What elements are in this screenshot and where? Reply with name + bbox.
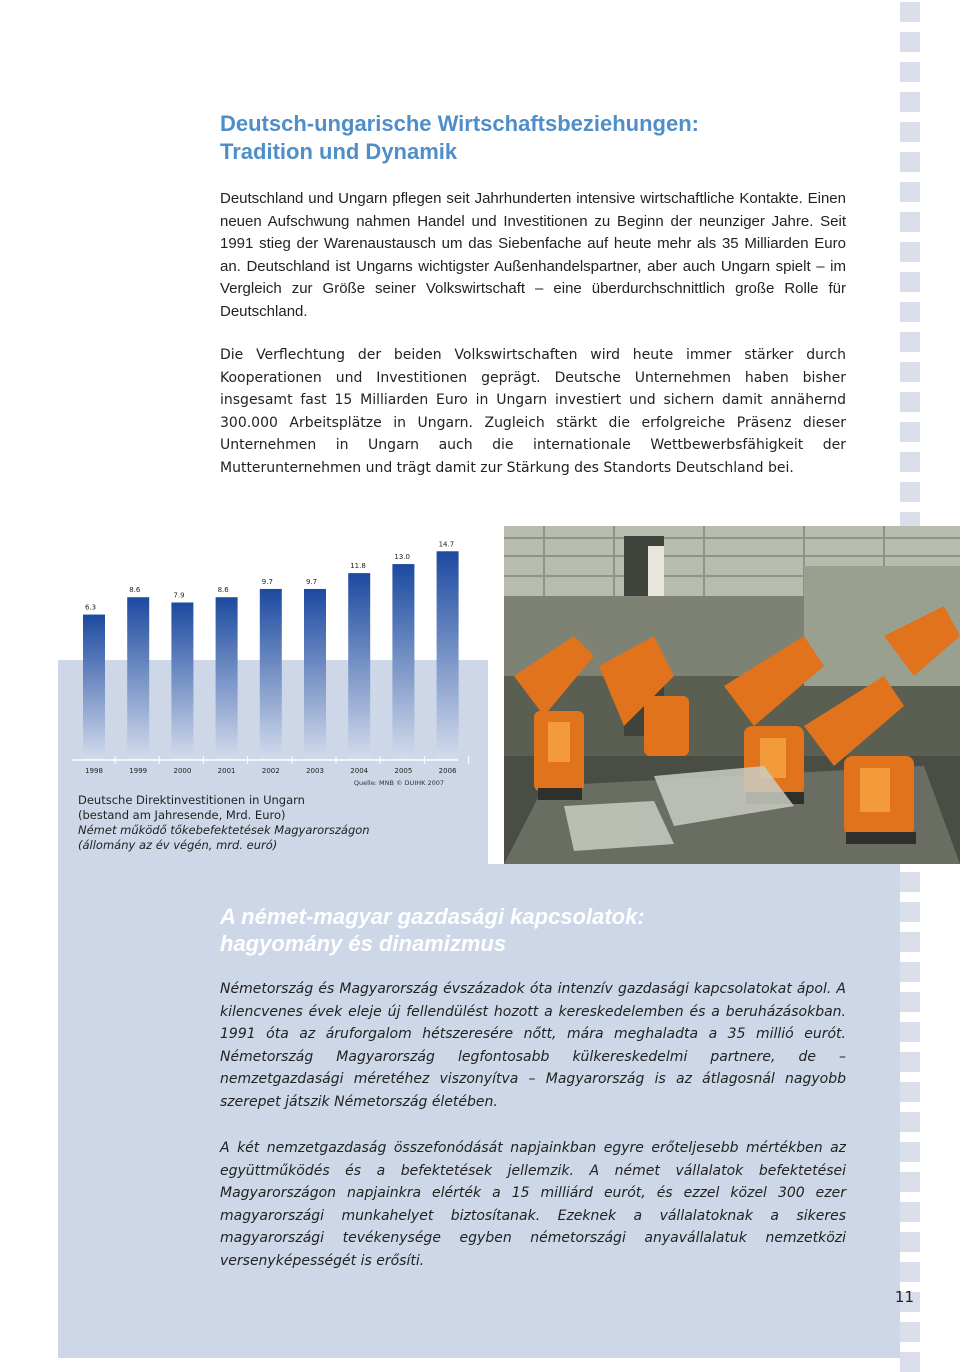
bar-2005 — [392, 564, 414, 760]
bar-value-label: 13.0 — [394, 553, 410, 562]
decorative-square — [900, 1352, 920, 1372]
decorative-square — [900, 302, 920, 322]
hungarian-heading-line1: A német-magyar gazdasági kapcsolatok: — [220, 904, 645, 929]
decorative-square — [900, 422, 920, 442]
industrial-robots-photo — [504, 526, 960, 864]
german-paragraph-1: Deutschland und Ungarn pflegen seit Jahrhunderten intensive wirtschaftliche Kontakte. Einen neuen Aufschwung nahmen Handel und Investitionen zu Beginn der neunziger Jahre. Seit 1991 stieg der Warenaustausch um das Siebenfache auf heute mehr als 35 Milliarden Euro an. Deutschland ist Ungarns wichtigster Außenhandelspartner, aber auch Ungarn spielt – im Vergleich zur Größe seiner Volkswirtschaft – eine überdurchschnittlich große Rolle für Deutschland. — [220, 190, 846, 320]
x-tick-label: 2001 — [217, 767, 236, 775]
bar-value-label: 14.7 — [438, 540, 455, 549]
chart-caption-de-line1: Deutsche Direktinvestitionen in Ungarn — [78, 793, 305, 807]
bar-value-label: 9.7 — [261, 577, 273, 586]
x-tick-label: 2003 — [306, 767, 324, 775]
decorative-square — [900, 872, 920, 892]
x-tick-label: 1999 — [129, 767, 148, 775]
bar-2002 — [260, 589, 282, 760]
x-tick-label: 2002 — [261, 767, 280, 775]
decorative-square — [900, 1052, 920, 1072]
hungarian-paragraph-1: Németország és Magyarország évszázadok óta intenzív gazdasági kapcsolatokat ápol. A kilencvenes évek eleje új fellendülést hozott a kereskedelemben és a beruházásokban. 1991 óta az áruforgalom hétszeresére nőtt, mára meghaladta a 35 millió eurót. Németország Magyarország legfontosabb külkereskedelmi partnere, de – nemzetgazdasági méretéhez viszonyítva – Magyarország is az átlagosnál nagyobb szerepet játszik Németország életében. — [220, 981, 846, 1110]
bar-2000 — [171, 602, 193, 760]
x-tick-label: 2000 — [173, 767, 192, 775]
page-number: 11 — [894, 1288, 914, 1306]
chart-caption-hu-line1: Német működő tőkebefektetések Magyarországon — [78, 823, 370, 837]
bar-value-label: 8.6 — [129, 586, 141, 595]
decorative-square — [900, 1232, 920, 1252]
hungarian-heading-line2: hagyomány és dinamizmus — [220, 931, 507, 956]
decorative-square — [900, 452, 920, 472]
bar-2003 — [304, 589, 326, 760]
decorative-square — [900, 1322, 920, 1342]
chart-source: Quelle: MNB © DUIHK 2007 — [353, 779, 444, 787]
chart-caption-hu-line2: (állomány az év végén, mrd. euró) — [78, 838, 278, 852]
german-heading-line1: Deutsch-ungarische Wirtschaftsbeziehungen: — [220, 111, 699, 136]
chart-caption-de-line2: (bestand am Jahresende, Mrd. Euro) — [78, 808, 286, 822]
investment-chart-panel — [58, 514, 488, 864]
decorative-square — [900, 242, 920, 262]
decorative-square — [900, 1172, 920, 1192]
bar-value-label: 11.8 — [350, 562, 366, 571]
german-paragraph-2: Die Verflechtung der beiden Volkswirtschaften wird heute immer stärker durch Kooperationen und Investitionen geprägt. Deutsche Unternehmen haben bisher insgesamt fast 15 Milliarden Euro in Ungarn investiert und sichern damit annähernd 300.000 Arbeitsplätze in Ungarn. Zugleich stärkt die erfolgreiche Präsenz dieser Unternehmen in Ungarn auch die internationale Wettbewerbsfähigkeit der Mutterunternehmen und trägt damit zur Stärkung des Standorts Deutschland bei. — [220, 347, 846, 476]
x-tick-label: 2005 — [394, 767, 413, 775]
bar-2006 — [437, 551, 459, 760]
decorative-square — [900, 152, 920, 172]
decorative-square — [900, 2, 920, 22]
decorative-square — [900, 362, 920, 382]
bar-1998 — [83, 615, 105, 760]
decorative-square — [900, 1262, 920, 1282]
decorative-square — [900, 62, 920, 82]
decorative-square — [900, 992, 920, 1012]
decorative-square — [900, 902, 920, 922]
hungarian-paragraph-2: A két nemzetgazdaság összefonódását napjainkban egyre erőteljesebb mértékben az együttműködés és a befektetések jellemzik. A német vállalatok befektetései Magyarországon napjainkra elérték a 15 milliárd eurót, és ezzel közel 300 ezer magyarországi munkahelyet biztosítanak. Ezeknek a vállalatoknak a sikeres magyarországi tevékenysége egyben németországi anyavállalatuk nemzetközi versenyképességét is erősíti. — [220, 1140, 846, 1269]
bar-1999 — [127, 597, 149, 760]
x-tick-label: 2006 — [438, 767, 457, 775]
bar-2004 — [348, 573, 370, 760]
robot-assembly-line-illustration — [504, 526, 960, 864]
decorative-square — [900, 122, 920, 142]
x-tick-label: 1998 — [85, 767, 103, 775]
decorative-square — [900, 332, 920, 352]
german-heading — [220, 110, 860, 166]
x-tick-label: 2004 — [350, 767, 369, 775]
decorative-square — [900, 482, 920, 502]
decorative-square — [900, 272, 920, 292]
decorative-square — [900, 1082, 920, 1102]
hungarian-heading — [220, 903, 860, 957]
decorative-square — [900, 962, 920, 982]
decorative-square — [900, 1202, 920, 1222]
decorative-square — [900, 1112, 920, 1132]
bar-2001 — [216, 597, 238, 760]
decorative-square — [900, 1022, 920, 1042]
decorative-square — [900, 182, 920, 202]
decorative-square — [900, 392, 920, 412]
decorative-square — [900, 212, 920, 232]
decorative-square — [900, 92, 920, 112]
decorative-square — [900, 32, 920, 52]
decorative-square — [900, 932, 920, 952]
bar-value-label: 6.3 — [85, 603, 97, 612]
bar-value-label: 7.9 — [173, 591, 185, 600]
german-heading-line2: Tradition und Dynamik — [220, 139, 458, 164]
bar-value-label: 8.6 — [217, 586, 229, 595]
decorative-square — [900, 1142, 920, 1162]
bar-value-label: 9.7 — [306, 577, 318, 586]
